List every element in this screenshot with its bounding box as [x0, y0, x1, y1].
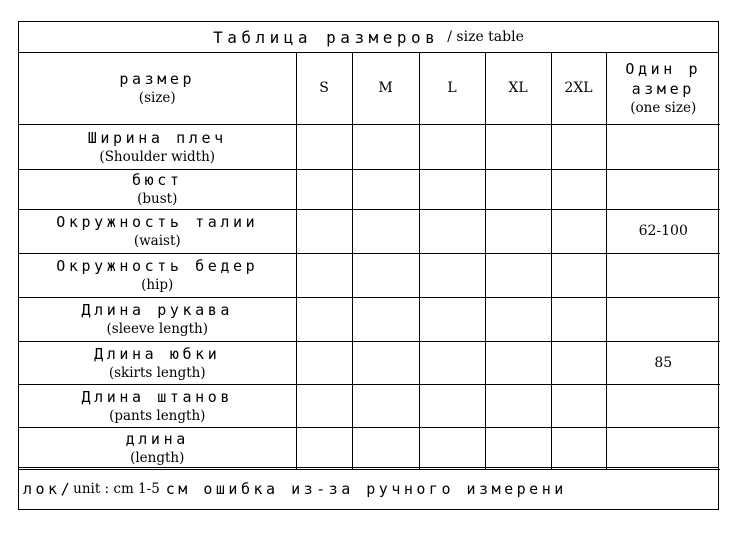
cell-xl: [485, 341, 551, 384]
cell-one-size: 62-100: [606, 209, 720, 253]
cell-s: [296, 253, 352, 297]
cell-s: [296, 427, 352, 469]
one-size-ru-line1: Один р: [625, 60, 702, 79]
row-label-en: (bust): [137, 191, 178, 207]
cell-l: [419, 297, 485, 341]
size-xl-header: XL: [485, 53, 551, 124]
cell-m: [352, 297, 419, 341]
row-label-ru: Ширина плеч: [87, 128, 227, 147]
size-label-en: (size): [138, 90, 176, 107]
size-table: [19, 53, 720, 470]
cell-l: [419, 341, 485, 384]
row-label-en: (pants length): [109, 407, 206, 424]
row-label: [19, 384, 296, 427]
cell-one-size: [606, 124, 720, 169]
cell-2xl: [551, 253, 606, 297]
measurement-note: [19, 467, 718, 509]
table-row: [19, 169, 720, 209]
cell-l: [419, 253, 485, 297]
size-2xl-header: 2XL: [551, 53, 606, 124]
cell-m: [352, 253, 419, 297]
row-label: [19, 253, 296, 297]
cell-m: [352, 209, 419, 253]
table-row: [19, 297, 720, 341]
cell-xl: [485, 297, 551, 341]
cell-l: [419, 209, 485, 253]
cell-2xl: [551, 427, 606, 469]
table-row: [19, 341, 720, 384]
table-row: [19, 124, 720, 169]
row-label-en: (waist): [133, 233, 181, 249]
one-size-en: (one size): [630, 100, 697, 117]
row-label-en: (sleeve length): [106, 321, 208, 337]
cell-xl: [485, 169, 551, 209]
size-l-header: L: [419, 53, 485, 124]
table-row: [19, 253, 720, 297]
cell-one-size: [606, 384, 720, 427]
cell-m: [352, 169, 419, 209]
cell-l: [419, 384, 485, 427]
cell-one-size: 85: [606, 341, 720, 384]
row-label-en: (length): [130, 450, 185, 466]
cell-xl: [485, 384, 551, 427]
row-label-ru: бюст: [131, 171, 183, 189]
cell-s: [296, 384, 352, 427]
row-label-ru: Длина рукава: [81, 301, 234, 319]
size-label-ru: размер: [119, 70, 196, 89]
one-size-header: [606, 53, 720, 124]
cell-l: [419, 124, 485, 169]
cell-s: [296, 209, 352, 253]
cell-one-size: [606, 427, 720, 469]
table-row: [19, 384, 720, 427]
cell-2xl: [551, 384, 606, 427]
cell-l: [419, 169, 485, 209]
header-row: [19, 53, 720, 124]
row-label: [19, 341, 296, 384]
note-error-text: см ошибка из-за ручного измерени: [165, 479, 567, 498]
cell-xl: [485, 124, 551, 169]
note-prefix: лок/: [23, 479, 74, 498]
row-label-ru: Окружность талии: [56, 213, 259, 231]
row-label-ru: Длина штанов: [81, 387, 234, 406]
cell-s: [296, 124, 352, 169]
cell-xl: [485, 253, 551, 297]
note-unit: unit : cm 1-5: [73, 480, 160, 497]
cell-one-size: [606, 297, 720, 341]
cell-xl: [485, 209, 551, 253]
row-label-ru: длина: [125, 430, 189, 448]
cell-2xl: [551, 124, 606, 169]
cell-l: [419, 427, 485, 469]
table-row: [19, 209, 720, 253]
title-english: / size table: [447, 29, 524, 45]
row-label-en: (hip): [141, 277, 174, 293]
size-m-header: M: [352, 53, 419, 124]
cell-s: [296, 341, 352, 384]
cell-m: [352, 427, 419, 469]
one-size-ru-line2: азмер: [631, 80, 695, 99]
cell-2xl: [551, 341, 606, 384]
cell-xl: [485, 427, 551, 469]
row-label: [19, 209, 296, 253]
cell-m: [352, 124, 419, 169]
size-s-header: S: [296, 53, 352, 124]
title-russian: Таблица размеров: [213, 27, 440, 47]
row-label-en: (skirts length): [108, 364, 206, 381]
cell-s: [296, 297, 352, 341]
row-label: [19, 169, 296, 209]
size-header-cell: [19, 53, 296, 124]
row-label: [19, 124, 296, 169]
cell-s: [296, 169, 352, 209]
row-label-en: (Shoulder width): [99, 148, 216, 165]
row-label-ru: Длина юбки: [94, 344, 221, 363]
size-table-sheet: [18, 21, 719, 510]
cell-one-size: [606, 253, 720, 297]
row-label-ru: Окружность бедер: [56, 257, 259, 275]
cell-2xl: [551, 209, 606, 253]
table-row: [19, 427, 720, 469]
cell-m: [352, 384, 419, 427]
row-label: [19, 297, 296, 341]
table-title: [19, 22, 718, 53]
cell-2xl: [551, 169, 606, 209]
cell-one-size: [606, 169, 720, 209]
cell-2xl: [551, 297, 606, 341]
row-label: [19, 427, 296, 469]
cell-m: [352, 341, 419, 384]
